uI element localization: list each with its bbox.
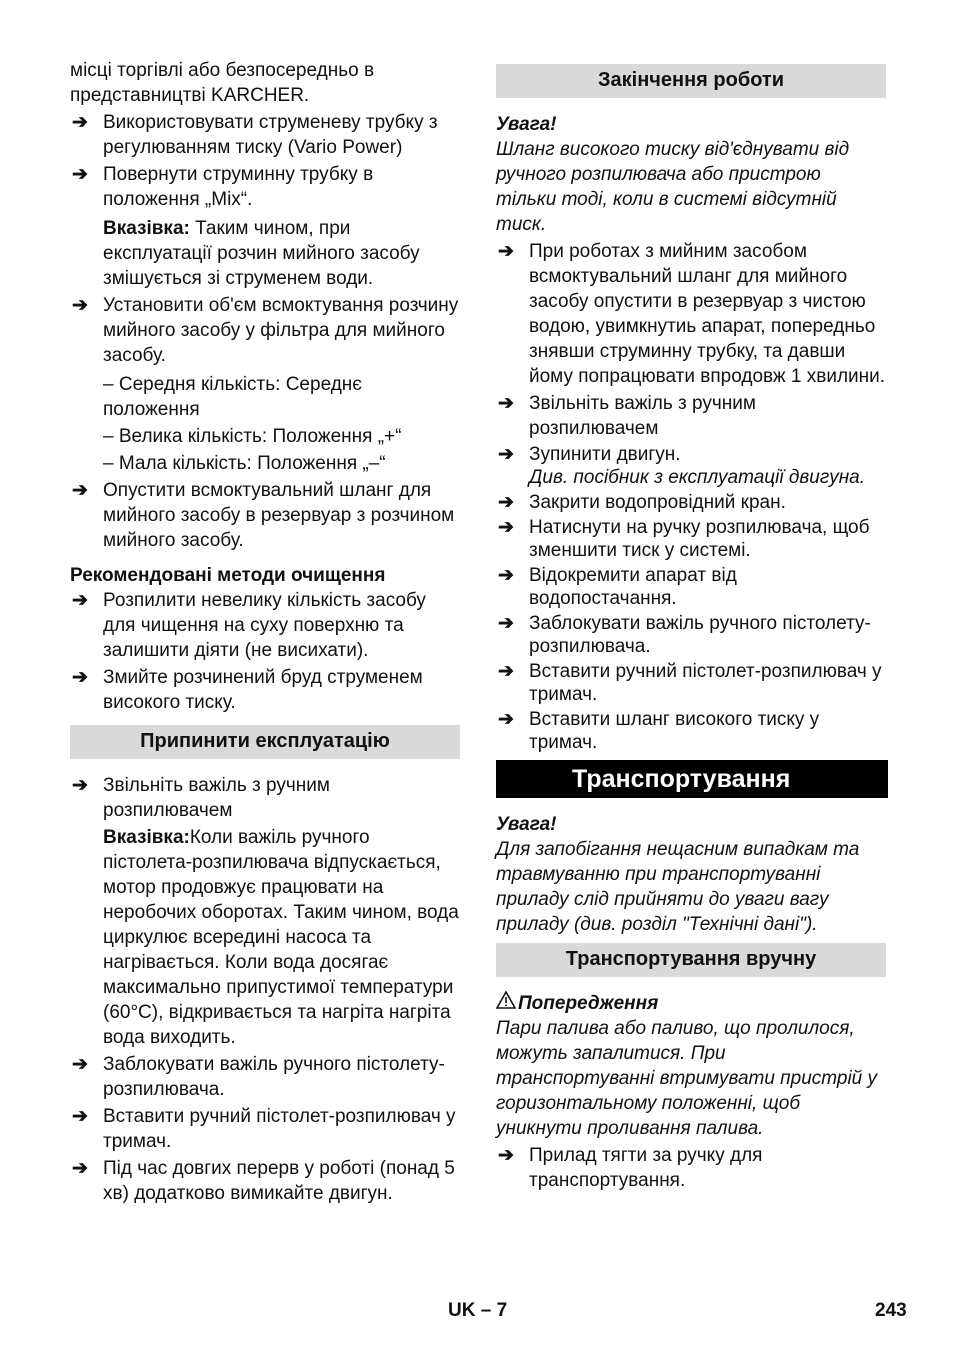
section-heading-manual-transport: Транспортування вручну bbox=[496, 943, 886, 977]
list-item: ➔ Зупинити двигун. Див. посібник з експлуатації двигуна. bbox=[498, 444, 866, 488]
methods-heading: Рекомендовані методи очищення bbox=[70, 565, 386, 586]
arrow-right-icon: ➔ bbox=[72, 480, 88, 501]
arrow-right-icon: ➔ bbox=[498, 1145, 514, 1166]
sub-item-large: – Велика кількість: Положення „+“ bbox=[103, 426, 402, 447]
list-item: ➔ Розпилити невелику кількість засобу для чищення на суху поверхню та залишити діяти (не висихати). bbox=[72, 590, 426, 661]
arrow-right-icon: ➔ bbox=[498, 492, 514, 513]
arrow-right-icon: ➔ bbox=[498, 565, 514, 586]
note: Вказівка:Коли важіль ручного пістолета-розпилювача відпускається, мотор продовжує працювати на неробочих оборотах. Таким чином, вода циркулює всередині насоса та нагрівається. Коли вода досягає максимально припустимої температури (60°C), відкривається та нагріта нагріта вода виходить. bbox=[103, 827, 459, 1048]
list-item: ➔ Під час довгих перерв у роботі (понад 5 хв) додатково вимикайте двигун. bbox=[72, 1158, 455, 1204]
arrow-right-icon: ➔ bbox=[498, 709, 514, 730]
section-heading-stop: Припинити експлуатацію bbox=[70, 725, 460, 759]
warning-triangle-icon bbox=[496, 991, 518, 1016]
attention-text: Шланг високого тиску від'єднувати від ручного розпилювача або пристрою тільки тоді, коли в системі відсутній тиск. bbox=[496, 139, 850, 235]
list-item: ➔ Використовувати струменеву трубку з регулюванням тиску (Vario Power) bbox=[72, 112, 438, 158]
arrow-right-icon: ➔ bbox=[72, 295, 88, 316]
arrow-right-icon: ➔ bbox=[498, 444, 514, 465]
list-item: ➔ Опустити всмоктувальний шланг для мийного засобу в резервуар з розчином мийного засобу. bbox=[72, 480, 455, 551]
list-item: ➔ Заблокувати важіль ручного пістолету-розпилювача. bbox=[498, 613, 871, 657]
reference-text: Див. посібник з експлуатації двигуна. bbox=[529, 467, 866, 488]
arrow-right-icon: ➔ bbox=[498, 517, 514, 538]
sub-item-medium: – Середня кількість: Середнє положення bbox=[103, 374, 362, 420]
arrow-right-icon: ➔ bbox=[72, 667, 88, 688]
left-column bbox=[70, 58, 460, 1208]
attention-label: Увага! bbox=[496, 114, 557, 135]
arrow-right-icon: ➔ bbox=[72, 1054, 88, 1075]
arrow-right-icon: ➔ bbox=[498, 393, 514, 414]
arrow-right-icon: ➔ bbox=[72, 590, 88, 611]
list-item: ➔ Вставити ручний пістолет-розпилювач у тримач. bbox=[72, 1106, 456, 1152]
section-heading-end: Закінчення роботи bbox=[496, 64, 886, 98]
warning-heading: Попередження bbox=[496, 991, 886, 1016]
right-column bbox=[496, 58, 886, 1195]
arrow-right-icon: ➔ bbox=[72, 775, 88, 796]
arrow-right-icon: ➔ bbox=[72, 1158, 88, 1179]
arrow-right-icon: ➔ bbox=[72, 1106, 88, 1127]
list-item: ➔ Вставити ручний пістолет-розпилювач у тримач. bbox=[498, 661, 882, 705]
page-number: 243 bbox=[875, 1300, 907, 1321]
chapter-heading-transport: Транспортування bbox=[496, 760, 888, 798]
list-item: ➔ При роботах з мийним засобом всмоктувальний шланг для мийного засобу опустити в резервуар з чистою водою, увимкнутиь апарат, попередньо знявши струминну трубку, та давши йому попрацювати впродовж 1 хвилини. bbox=[498, 241, 886, 387]
attention-label: Увага! bbox=[496, 814, 557, 835]
list-item: ➔ Вставити шланг високого тиску у тримач. bbox=[498, 709, 820, 753]
list-item: ➔ Натиснути на ручку розпилювача, щоб зменшити тиск у системі. bbox=[498, 517, 870, 561]
arrow-right-icon: ➔ bbox=[72, 164, 88, 185]
list-item: ➔ Відокремити апарат від водопостачання. bbox=[498, 565, 737, 609]
arrow-right-icon: ➔ bbox=[498, 613, 514, 634]
list-item: ➔ Повернути струминну трубку в положення „Mix“. bbox=[72, 164, 374, 210]
arrow-right-icon: ➔ bbox=[498, 241, 514, 262]
attention-text: Для запобігання нещасним випадкам та травмуванню при транспортуванні приладу слід прийняти до уваги вагу приладу (див. розділ "Технічні дані"). bbox=[496, 839, 860, 935]
arrow-right-icon: ➔ bbox=[72, 112, 88, 133]
list-item: ➔ Заблокувати важіль ручного пістолету-розпилювача. bbox=[72, 1054, 445, 1100]
list-item: ➔ Змийте розчинений бруд струменем високого тиску. bbox=[72, 667, 423, 713]
list-item: ➔ Установити об'єм всмоктування розчину мийного засобу у фільтра для мийного засобу. bbox=[72, 295, 459, 366]
list-item: ➔ Звільніть важіль з ручним розпилювачем bbox=[498, 393, 756, 439]
section-page-label: UK – 7 bbox=[448, 1300, 508, 1321]
list-item: ➔ Звільніть важіль з ручним розпилювачем bbox=[72, 775, 330, 821]
sub-item-small: – Мала кількість: Положення „–“ bbox=[103, 453, 386, 474]
list-item: ➔ Закрити водопровідний кран. bbox=[498, 492, 786, 513]
arrow-right-icon: ➔ bbox=[498, 661, 514, 682]
warning-text: Пари палива або паливо, що пролилося, можуть запалитися. При транспортуванні втримувати пристрій у горизонтальному положенні, щоб уникнути проливання палива. bbox=[496, 1018, 878, 1139]
intro-text: місці торгівлі або безпосередньо в представництві KARCHER. bbox=[70, 60, 375, 106]
note: Вказівка: Таким чином, при експлуатації розчин мийного засобу змішується зі струменем води. bbox=[103, 218, 420, 289]
list-item: ➔ Прилад тягти за ручку для транспортування. bbox=[498, 1145, 763, 1191]
